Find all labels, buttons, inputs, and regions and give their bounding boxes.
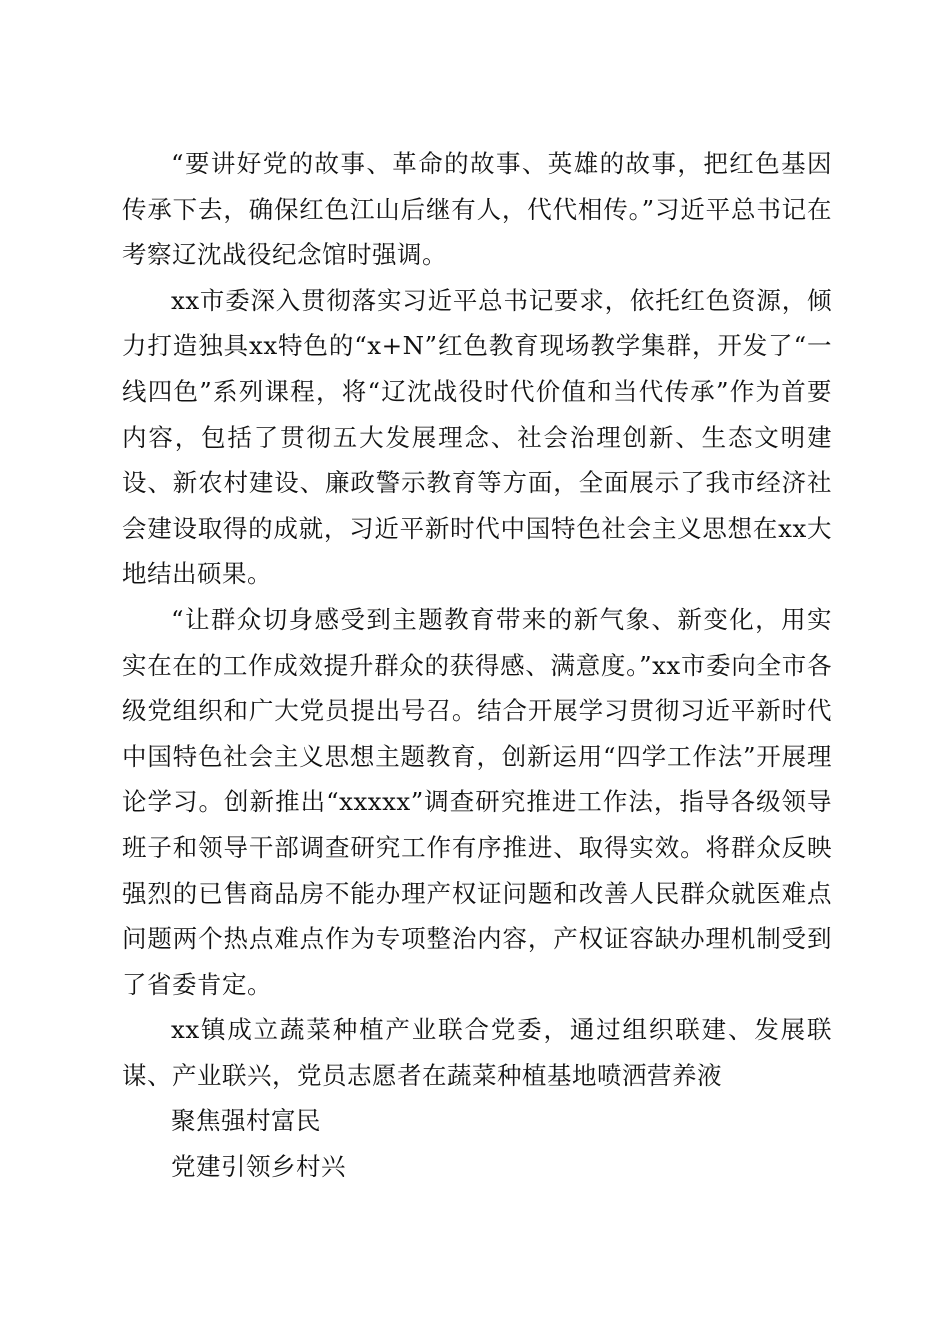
paragraph-4: xx镇成立蔬菜种植产业联合党委，通过组织联建、发展联谋、产业联兴，党员志愿者在蔬菜种植基地喷洒营养液 [122,1015,832,1090]
paragraph-3: “让群众切身感受到主题教育带来的新气象、新变化，用实实在在的工作成效提升群众的获得感、满意度。”xx市委向全市各级党组织和广大党员提出号召。结合开展学习贯彻习近平新时代中国特色社会主义思想主题教育，创新运用“四学工作法”开展理论学习。创新推出“xxxxx”调查研究推进工作法，指导各级领导班子和领导干部调查研究工作有序推进、取得实效。将群众反映强烈的已售商品房不能办理产权证问题和改善人民群众就医难点问题两个热点难点作为专项整治内容，产权证容缺办理机制受到了省委肯定。 [122,604,832,999]
heading-line-2: 党建引领乡村兴 [171,1152,346,1182]
paragraph-1: “要讲好党的故事、革命的故事、英雄的故事，把红色基因传承下去，确保红色江山后继有人，代代相传。”习近平总书记在考察辽沈战役纪念馆时强调。 [122,149,832,270]
heading-line-1: 聚焦强村富民 [171,1106,321,1136]
paragraph-2: xx市委深入贯彻落实习近平总书记要求，依托红色资源，倾力打造独具xx特色的“x+N”红色教育现场教学集群，开发了“一线四色”系列课程，将“辽沈战役时代价值和当代传承”作为首要内容，包括了贯彻五大发展理念、社会治理创新、生态文明建设、新农村建设、廉政警示教育等方面，全面展示了我市经济社会建设取得的成就，习近平新时代中国特色社会主义思想在xx大地结出硕果。 [122,285,832,589]
document-body [122,141,832,1190]
